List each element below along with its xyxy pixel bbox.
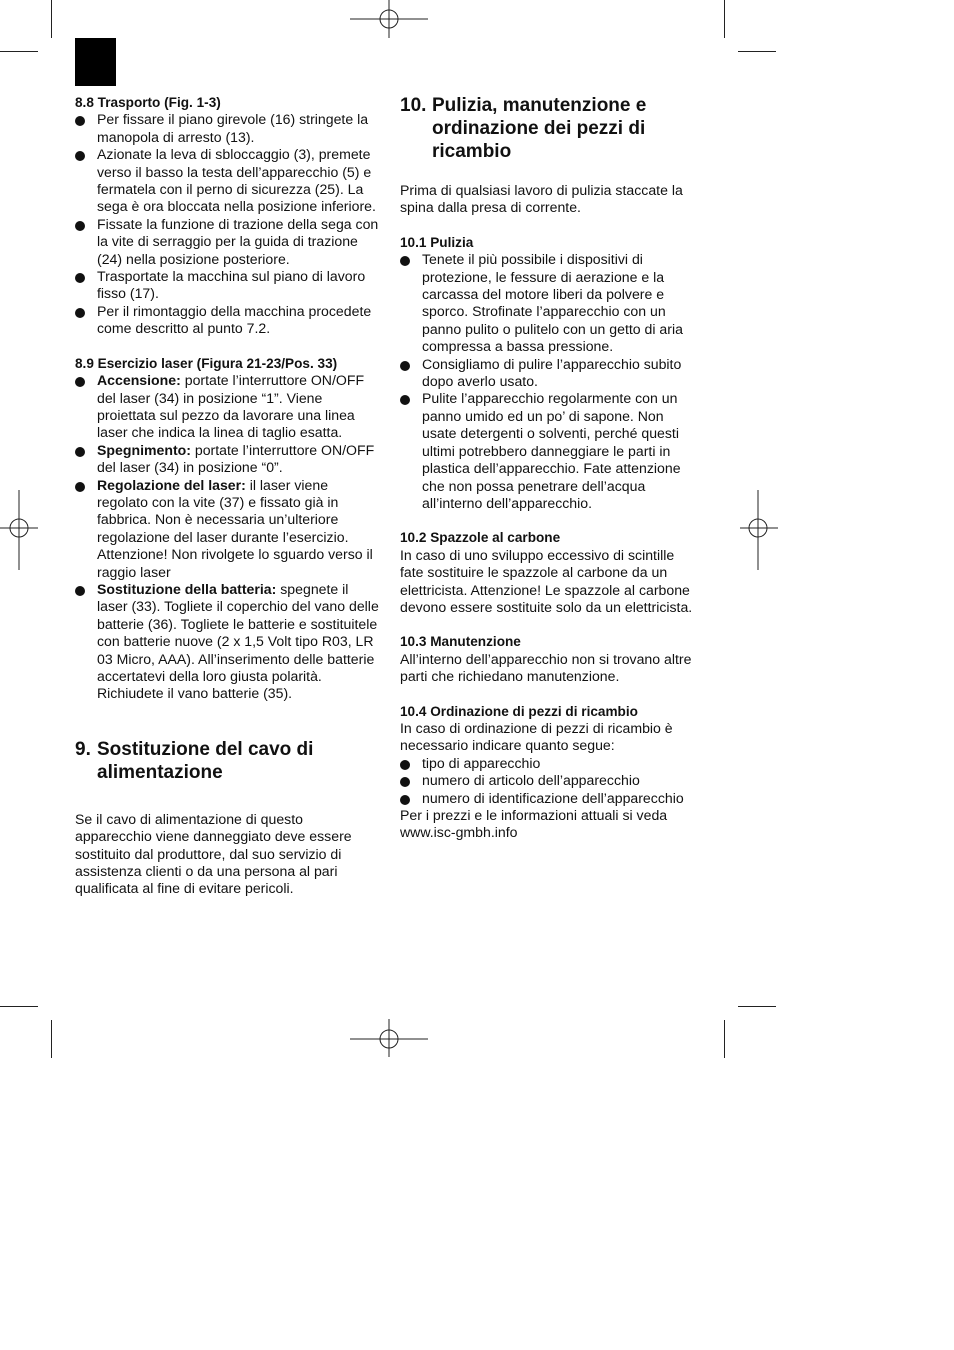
section-10-1 (400, 234, 700, 513)
section-10-4 (400, 703, 700, 842)
bullet-icon (400, 795, 410, 805)
registration-mark-left (0, 490, 40, 570)
crop-mark-top-left-vertical (51, 0, 52, 38)
list-item: numero di articolo dell’apparecchio (400, 772, 700, 789)
section-9 (75, 738, 380, 898)
bullet-icon (400, 395, 410, 405)
bullet-icon (400, 361, 410, 371)
section-10-title: 10. Pulizia, manutenzione e ordinazione dei pezzi di ricambio (400, 95, 647, 162)
section-8-9-heading: 8.9 Esercizio laser (Figura 21-23/Pos. 33) (75, 355, 338, 371)
list-item: Trasportate la macchina sul piano di lavoro fisso (17). (75, 268, 380, 303)
section-10-3-heading: 10.3 Manutenzione (400, 634, 521, 650)
bullet-icon (400, 760, 410, 770)
registration-mark-top (350, 0, 428, 40)
crop-mark-bottom-left-vertical (51, 1020, 52, 1058)
section-10-2-body: In caso di uno sviluppo eccessivo di scintille fate sostituire le spazzole al carbone da un elettricista. Attenzione! Le spazzole al carbone devono essere sostituite solo da un elettricista. (400, 546, 693, 615)
list-item: Pulite l’apparecchio regolarmente con un panno umido ed un po’ di sapone. Non usate detergenti o solventi, perché questi ultimi potrebbero danneggiare le parti in plastica dell’apparecchio. Fate attenzione che non possa penetrare dell’acqua all’interno dell’apparecchio. (400, 390, 700, 512)
section-10-intro: Prima di qualsiasi lavoro di pulizia staccate la spina dalla presa di corrente. (400, 182, 683, 216)
bullet-icon (75, 482, 85, 492)
list-item: Sostituzione della batteria: spegnete il laser (33). Togliete il coperchio del vano delle batterie (36). Togliete le batterie e sostituitele con batterie nuove (2 x 1,5 Volt tipo R03, LR 03 Micro, AAA). All’inserimento delle batterie accertatevi della loro giusta polarità. Richiudete il vano batterie (35). (75, 581, 380, 703)
list-item: Fissate la funzione di trazione della sega con la vite di serraggio per la guida di trazione (24) nella posizione posteriore. (75, 216, 380, 268)
crop-mark-bottom-left-horizontal (0, 1006, 38, 1007)
bullet-icon (75, 447, 85, 457)
section-8-8-list (75, 111, 380, 337)
bullet-icon (400, 777, 410, 787)
bullet-icon (75, 221, 85, 231)
bullet-icon (75, 308, 85, 318)
section-8-8-heading: 8.8 Trasporto (Fig. 1-3) (75, 95, 221, 110)
bullet-icon (75, 273, 85, 283)
section-8-9 (75, 355, 380, 703)
list-item: numero di identificazione dell’apparecchio (400, 790, 700, 807)
section-10-1-list (400, 251, 700, 512)
language-tab-block (75, 38, 116, 86)
section-9-title: 9. Sostituzione del cavo di alimentazione (75, 738, 314, 783)
section-10-2 (400, 529, 700, 616)
bullet-icon (75, 586, 85, 596)
section-10 (400, 94, 700, 217)
section-8-8 (75, 94, 380, 338)
crop-mark-bottom-right-horizontal (738, 1006, 776, 1007)
crop-mark-top-left-horizontal (0, 51, 38, 52)
bullet-icon (400, 256, 410, 266)
list-item: Accensione: portate l’interruttore ON/OFF del laser (34) in posizione “1”. Viene proiettata sul pezzo da lavorare una linea laser che indica la linea di taglio esatta. (75, 372, 380, 442)
registration-mark-right (738, 490, 778, 570)
section-10-4-heading: 10.4 Ordinazione di pezzi di ricambio (400, 703, 638, 719)
bullet-icon (75, 151, 85, 161)
section-10-4-list (400, 755, 700, 807)
section-9-body: Se il cavo di alimentazione di questo apparecchio viene danneggiato deve essere sostituito dal produttore, dal suo servizio di assistenza clienti o da una persona al pari qualificata al fine di evitare pericoli. (75, 810, 352, 897)
bullet-icon (75, 377, 85, 387)
left-column (75, 94, 380, 898)
crop-mark-top-right-horizontal (738, 51, 776, 52)
list-item: Spegnimento: portate l’interruttore ON/OFF del laser (34) in posizione “0”. (75, 442, 380, 477)
right-column (400, 94, 700, 842)
list-item: Consigliamo di pulire l’apparecchio subito dopo averlo usato. (400, 356, 700, 391)
list-item: Tenete il più possibile i dispositivi di protezione, le fessure di aerazione e la carcassa del motore liberi da polvere e sporco. Strofinate l’apparecchio con un panno pulito o pulitelo con un getto di aria compressa a bassa pressione. (400, 251, 700, 355)
list-item: tipo di apparecchio (400, 755, 700, 772)
list-item: Per fissare il piano girevole (16) stringete la manopola di arresto (13). (75, 111, 380, 146)
section-10-3-body: All’interno dell’apparecchio non si trovano altre parti che richiedano manutenzione. (400, 650, 692, 685)
registration-mark-bottom (350, 1019, 428, 1059)
section-10-2-heading: 10.2 Spazzole al carbone (400, 530, 561, 546)
section-10-1-heading: 10.1 Pulizia (400, 234, 474, 250)
section-10-3 (400, 633, 700, 685)
section-8-9-list (75, 372, 380, 703)
list-item: Per il rimontaggio della macchina procedete come descritto al punto 7.2. (75, 303, 380, 338)
crop-mark-bottom-right-vertical (724, 1020, 725, 1058)
section-10-4-outro: Per i prezzi e le informazioni attuali si veda www.isc-gmbh.info (400, 807, 668, 841)
section-10-4-intro: In caso di ordinazione di pezzi di ricambio è necessario indicare quanto segue: (400, 719, 673, 754)
list-item: Regolazione del laser: il laser viene regolato con la vite (37) e fissato già in fabbrica. Non è necessaria un’ulteriore regolazione del laser durante l’esercizio. Attenzione! Non rivolgete lo sguardo verso il raggio laser (75, 477, 380, 581)
bullet-icon (75, 116, 85, 126)
crop-mark-top-right-vertical (724, 0, 725, 38)
list-item: Azionate la leva di sbloccaggio (3), premete verso il basso la testa dell’apparecchio (5) e fermatela con il perno di sicurezza (25). La sega è ora bloccata nella posizione inferiore. (75, 146, 380, 216)
